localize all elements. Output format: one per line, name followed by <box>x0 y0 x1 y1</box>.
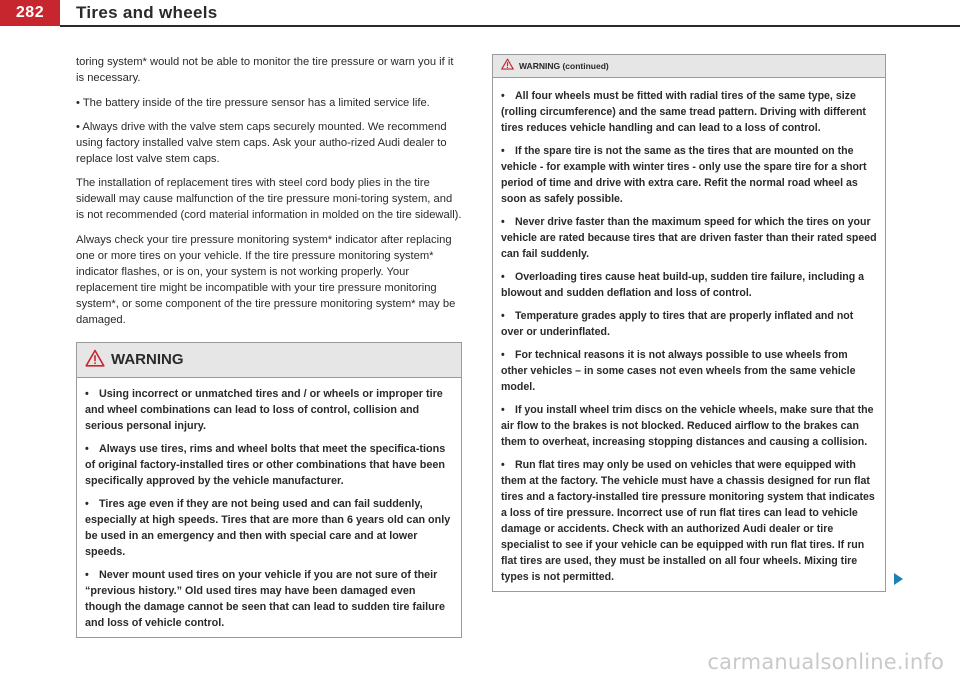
bullet-paragraph: • Always drive with the valve stem caps securely mounted. We recommend using factory installed valve stem caps. Ask your autho-rized Audi dealer to replace lost valve stem caps. <box>76 121 447 165</box>
header-divider <box>60 25 960 27</box>
warning-box <box>76 342 462 638</box>
page-number: 282 <box>0 0 60 26</box>
warning-title: WARNING <box>111 351 184 368</box>
right-column <box>492 54 886 592</box>
warning-item: • Never drive faster than the maximum speed for which the tires on your vehicle are rated because tires that are driven faster than their rated speed can fail suddenly. <box>501 216 877 260</box>
warning-item: • All four wheels must be fitted with radial tires of the same type, size (rolling circumference) and the same tread pattern. Driving with different tires reduces vehicle handling and can lead to a loss of control. <box>501 90 866 134</box>
warning-item: • Always use tires, rims and wheel bolts that meet the specifica-tions of original factory-installed tires or other combinations that have been specifically approved by the vehicle manufacturer. <box>85 443 446 487</box>
warning-item: • Tires age even if they are not being used and can fail suddenly, especially at high speeds. Tires that are more than 6 years old can only be used in an emergency and then with special care and at lower speeds. <box>85 498 451 558</box>
warning-item: • For technical reasons it is not always possible to use wheels from other vehicles – in some cases not even wheels from the same vehicle model. <box>501 349 856 393</box>
warning-title: WARNING (continued) <box>519 61 609 71</box>
warning-item: • Run flat tires may only be used on vehicles that were equipped with them at the factory. The vehicle must have a chassis designed for run flat tires and a factory-installed tire pressure monitoring system that indicates a loss of tire pressure. Incorrect use of run flat tires can lead to vehicle damage or accidents. Check with an authorized Audi dealer or tire specialist to see if your vehicle can be equipped with run flat tires. If run flat tires are used, they must be installed on all four wheels. Mixing tire types is not permitted. <box>501 459 875 583</box>
warning-triangle-icon <box>501 57 514 75</box>
continue-arrow-icon[interactable] <box>894 573 903 585</box>
warning-header <box>77 343 461 378</box>
paragraph: Always check your tire pressure monitoring system* indicator after replacing one or more tires on your vehicle. If the tire pressure monitoring system* indicator flashes, or is on, your system is not working properly. Your replacement tire might be incompatible with your tire pressure monitoring system*, or some component of the tire pressure monitoring system* may be damaged. <box>76 234 456 326</box>
watermark: carmanualsonline.info <box>707 650 944 674</box>
left-column <box>76 54 462 638</box>
warning-item: • Never mount used tires on your vehicle if you are not sure of their “previous history.” Old used tires may have been damaged even though the damage cannot be seen that can lead to sudden tire failure and loss of vehicle control. <box>85 569 445 629</box>
bullet-paragraph: • The battery inside of the tire pressure sensor has a limited service life. <box>76 97 430 109</box>
paragraph: toring system* would not be able to monitor the tire pressure or warn you if it is necessary. <box>76 56 454 84</box>
warning-triangle-icon <box>85 349 105 372</box>
warning-body <box>77 378 461 637</box>
section-title: Tires and wheels <box>76 3 218 22</box>
warning-header <box>493 55 885 78</box>
warning-box-continued <box>492 54 886 592</box>
paragraph: The installation of replacement tires with steel cord body plies in the tire sidewall may cause malfunction of the tire pressure moni-toring system, and is not recommended (cord material information in molded on the tire sidewall). <box>76 177 462 221</box>
warning-item: • Temperature grades apply to tires that are properly inflated and not over or underinflated. <box>501 310 854 338</box>
warning-item: • If you install wheel trim discs on the vehicle wheels, make sure that the air flow to the brakes is not blocked. Reduced airflow to the brakes can them to overheat, increasing stopping distances and causing a collision. <box>501 404 874 448</box>
warning-item: • If the spare tire is not the same as the tires that are mounted on the vehicle - for example with winter tires - only use the spare tire for a short period of time and drive with extra care. Refit the normal road wheel as soon as safely possible. <box>501 145 867 205</box>
warning-item: • Overloading tires cause heat build-up, sudden tire failure, including a blowout and sudden deflation and loss of control. <box>501 271 865 299</box>
warning-item: • Using incorrect or unmatched tires and / or wheels or improper tire and wheel combinations can lead to loss of control, collision and serious personal injury. <box>85 388 443 432</box>
warning-body <box>493 78 885 591</box>
